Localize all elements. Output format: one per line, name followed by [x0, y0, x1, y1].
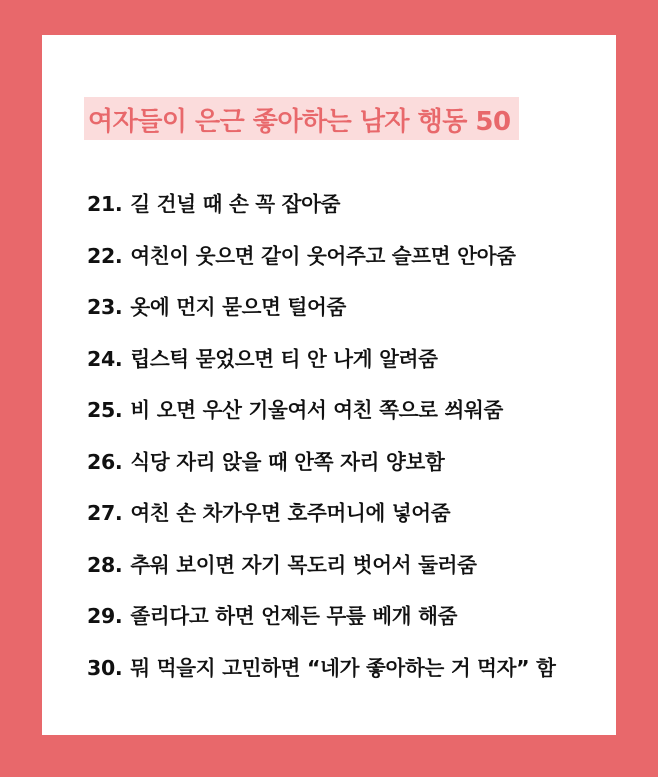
item-number: 28. — [87, 552, 123, 577]
list-item — [87, 187, 556, 239]
item-text: 추워 보이면 자기 목도리 벗어서 둘러줌 — [130, 552, 477, 577]
content-card — [42, 35, 616, 735]
list-item — [87, 599, 556, 651]
item-text: 옷에 먼지 묻으면 털어줌 — [130, 295, 346, 319]
item-text: 뭐 먹을지 고민하면 “네가 좋아하는 거 먹자” 함 — [130, 655, 556, 680]
list-item — [87, 393, 556, 445]
list-item — [87, 548, 556, 600]
list-item — [87, 239, 556, 291]
item-text: 비 오면 우산 기울여서 여친 쪽으로 씌워줌 — [130, 398, 503, 422]
behavior-list — [87, 187, 556, 702]
item-text: 졸리다고 하면 언제든 무릎 베개 해줌 — [130, 604, 458, 628]
item-number: 27. — [87, 501, 123, 525]
item-text: 여친 손 차가우면 호주머니에 넣어줌 — [130, 501, 451, 525]
list-item — [87, 445, 556, 497]
title-block — [84, 97, 519, 140]
list-item — [87, 651, 556, 703]
list-item — [87, 290, 556, 342]
list-item — [87, 342, 556, 394]
page-title: 여자들이 은근 좋아하는 남자 행동 50 — [84, 97, 519, 140]
item-number: 22. — [87, 243, 123, 268]
list-item — [87, 496, 556, 548]
item-number: 26. — [87, 449, 123, 474]
item-number: 21. — [87, 192, 123, 216]
item-text: 식당 자리 앉을 때 안쪽 자리 양보함 — [130, 449, 445, 474]
item-number: 23. — [87, 295, 123, 319]
item-text: 립스틱 묻었으면 티 안 나게 알려줌 — [130, 346, 438, 371]
item-number: 30. — [87, 655, 123, 680]
item-text: 여친이 웃으면 같이 웃어주고 슬프면 안아줌 — [130, 243, 516, 268]
item-text: 길 건널 때 손 꼭 잡아줌 — [130, 192, 341, 216]
item-number: 25. — [87, 398, 123, 422]
item-number: 29. — [87, 604, 123, 628]
item-number: 24. — [87, 346, 123, 371]
